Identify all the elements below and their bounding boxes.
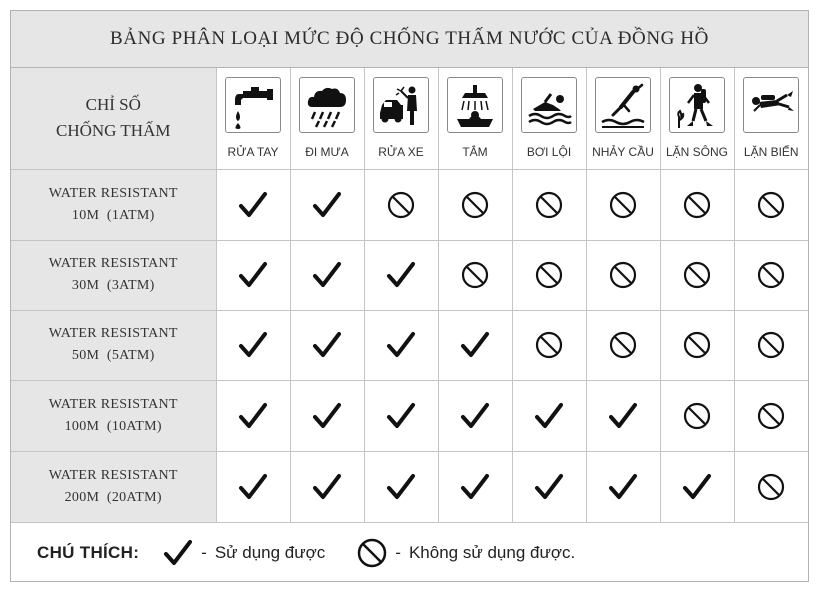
header-label-cell (11, 68, 216, 169)
checkmark-icon (364, 380, 438, 451)
prohibited-icon (660, 310, 734, 380)
checkmark-icon (364, 240, 438, 310)
rating-label-line1: WATER RESISTANT (48, 467, 178, 483)
rating-label-cell (11, 310, 216, 380)
checkmark-icon (290, 169, 364, 240)
activity-label: BƠI LỘI (526, 145, 572, 160)
diver-jump-icon (595, 77, 651, 133)
checkmark-icon (216, 310, 290, 380)
checkmark-icon (290, 380, 364, 451)
prohibited-icon (438, 240, 512, 310)
activity-label: NHẢY CẦU (592, 145, 654, 160)
header-label-line2: CHỐNG THẤM (56, 121, 171, 141)
checkmark-icon (364, 310, 438, 380)
rating-label-cell (11, 169, 216, 240)
checkmark-icon (290, 310, 364, 380)
table-row (11, 451, 808, 522)
activity-header-3 (438, 68, 512, 169)
resistance-table (11, 68, 808, 523)
checkmark-icon (512, 380, 586, 451)
prohibited-icon (734, 380, 808, 451)
legend (11, 525, 808, 581)
prohibited-icon (660, 169, 734, 240)
prohibited-icon (660, 240, 734, 310)
legend-usable-text: Sử dụng được (214, 543, 326, 562)
checkmark-icon (364, 451, 438, 522)
table-row (11, 380, 808, 451)
legend-dash-1: - (201, 543, 207, 562)
checkmark-icon (586, 380, 660, 451)
activity-header-0 (216, 68, 290, 169)
rating-label-cell (11, 240, 216, 310)
checkmark-icon (660, 451, 734, 522)
activity-label: RỬA TAY (227, 145, 279, 160)
prohibited-icon (512, 169, 586, 240)
rating-label-line2: 10M (1ATM) (71, 207, 155, 223)
checkmark-icon (438, 451, 512, 522)
checkmark-icon (586, 451, 660, 522)
rating-label-line2: 200M (20ATM) (64, 489, 162, 505)
activity-label: LẶN SÔNG (665, 145, 728, 160)
prohibited-icon (660, 380, 734, 451)
activity-label: RỬA XE (378, 145, 424, 160)
activity-label: LẶN BIỂN (743, 145, 799, 160)
rating-label-cell (11, 380, 216, 451)
prohibited-icon (364, 169, 438, 240)
water-resistance-chart (10, 10, 809, 582)
checkmark-icon (161, 536, 195, 570)
table-row (11, 310, 808, 380)
rating-label-cell (11, 451, 216, 522)
legend-dash-2: - (395, 543, 401, 562)
rating-label-line2: 100M (10ATM) (64, 418, 162, 434)
page-title: BẢNG PHÂN LOẠI MỨC ĐỘ CHỐNG THẤM NƯỚC CỦA ĐỒNG HỒ (11, 11, 808, 68)
prohibited-icon (512, 310, 586, 380)
activity-label: ĐI MƯA (305, 145, 349, 160)
prohibited-icon (586, 169, 660, 240)
checkmark-icon (290, 240, 364, 310)
table-row (11, 240, 808, 310)
shower-icon (447, 77, 503, 133)
rating-label-line1: WATER RESISTANT (48, 185, 178, 201)
prohibited-icon (586, 310, 660, 380)
prohibited-icon (734, 240, 808, 310)
activity-header-5 (586, 68, 660, 169)
prohibited-icon (512, 240, 586, 310)
checkmark-icon (216, 380, 290, 451)
table-row (11, 169, 808, 240)
checkmark-icon (216, 169, 290, 240)
checkmark-icon (438, 310, 512, 380)
activity-header-4 (512, 68, 586, 169)
checkmark-icon (512, 451, 586, 522)
activity-header-1 (290, 68, 364, 169)
legend-not-usable-text: Không sử dụng được. (408, 543, 576, 562)
rating-label-line2: 50M (5ATM) (71, 348, 155, 363)
prohibited-icon (355, 536, 389, 570)
scuba-swimming-icon (743, 77, 799, 133)
checkmark-icon (216, 451, 290, 522)
scuba-standing-icon (669, 77, 725, 133)
prohibited-icon (734, 169, 808, 240)
prohibited-icon (586, 240, 660, 310)
swimmer-icon (521, 77, 577, 133)
activity-header-2 (364, 68, 438, 169)
activity-header-7 (734, 68, 808, 169)
checkmark-icon (438, 380, 512, 451)
header-label-line1: CHỈ SỐ (85, 95, 141, 115)
rating-label-line2: 30M (3ATM) (71, 278, 155, 293)
rating-label-line1: WATER RESISTANT (48, 256, 178, 271)
rain-cloud-icon (299, 77, 355, 133)
car-wash-icon (373, 77, 429, 133)
checkmark-icon (290, 451, 364, 522)
activity-header-6 (660, 68, 734, 169)
checkmark-icon (216, 240, 290, 310)
rating-label-line1: WATER RESISTANT (48, 396, 178, 412)
faucet-icon (225, 77, 281, 133)
activity-label: TẮM (462, 145, 488, 160)
header-row (11, 68, 808, 169)
prohibited-icon (734, 310, 808, 380)
prohibited-icon (438, 169, 512, 240)
rating-label-line1: WATER RESISTANT (48, 326, 178, 341)
legend-label: CHÚ THÍCH: (37, 543, 140, 562)
prohibited-icon (734, 451, 808, 522)
